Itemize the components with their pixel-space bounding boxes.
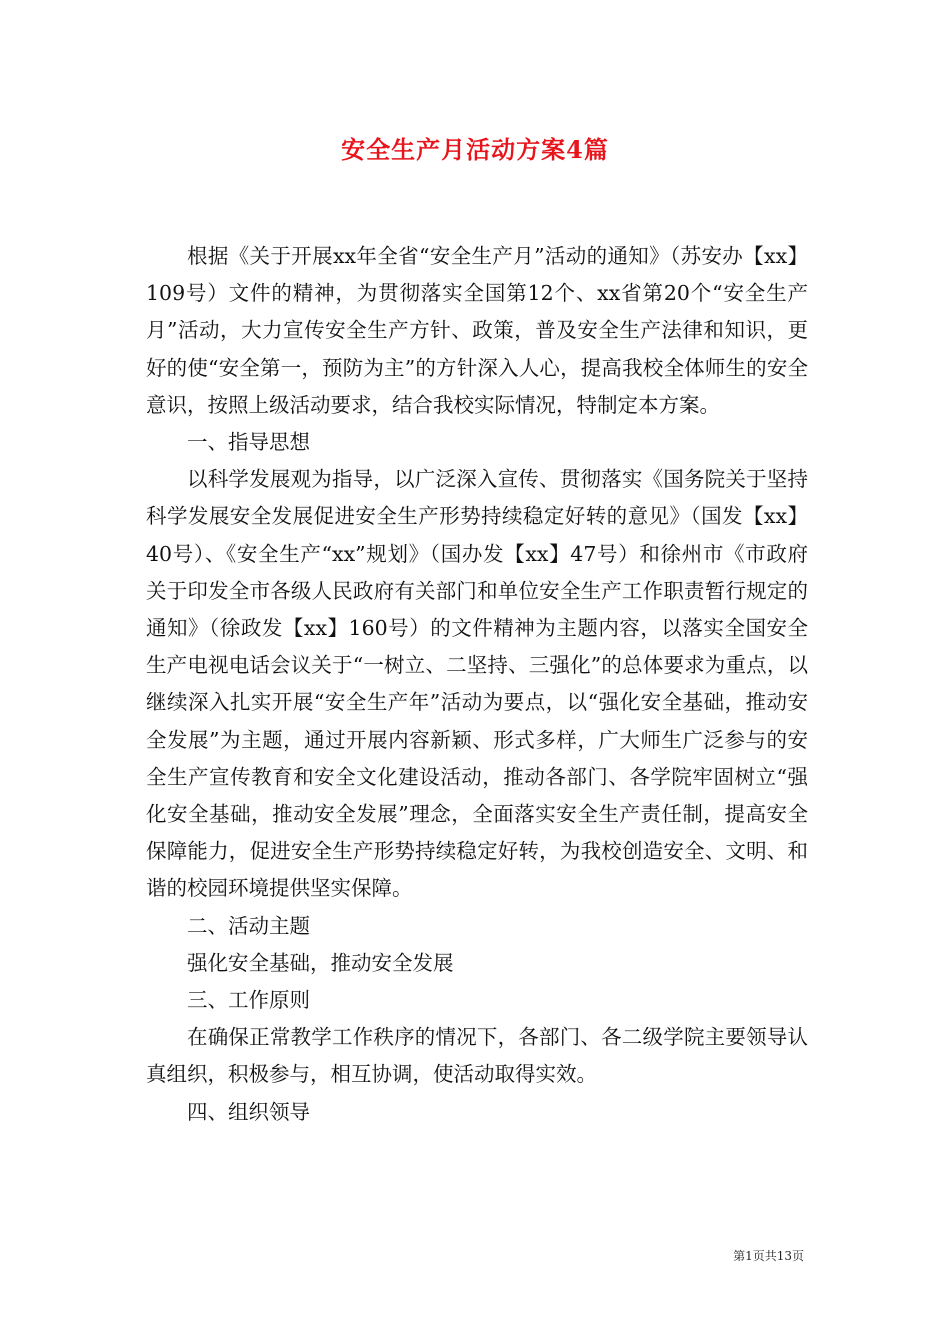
section-heading-organization: 四、组织领导 [187, 1099, 310, 1124]
work-principles-paragraph: 在确保正常教学工作秩序的情况下，各部门、各二级学院主要领导认真组织，积极参与，相互协调，使活动取得实效。 [146, 1025, 808, 1087]
activity-theme-paragraph: 强化安全基础，推动安全发展 [187, 950, 454, 975]
section-heading-work-principles: 三、工作原则 [187, 988, 310, 1013]
document-title: 安全生产月活动方案4篇 [341, 135, 609, 164]
section-heading-guiding-ideology: 一、指导思想 [187, 430, 310, 455]
guiding-ideology-paragraph: 以科学发展观为指导，以广泛深入宣传、贯彻落实《国务院关于坚持科学发展安全发展促进安全生产形势持续稳定好转的意见》（国发【xx】40号）、《安全生产“xx”规划》（国办发【xx】47号）和徐州市《市政府关于印发全市各级人民政府有关部门和单位安全生产工作职责暂行规定的通知》（徐政发【xx】160号）的文件精神为主题内容，以落实全国安全生产电视电话会议关于“一树立、二坚持、三强化”的总体要求为重点，以继续深入扎实开展“安全生产年”活动为要点，以“强化安全基础，推动安全发展”为主题，通过开展内容新颖、形式多样，广大师生广泛参与的安全生产宣传教育和安全文化建设活动，推动各部门、各学院牢固树立“强化安全基础，推动安全发展”理念，全面落实安全生产责任制，提高安全保障能力，促进安全生产形势持续稳定好转，为我校创造安全、文明、和谐的校园环境提供坚实保障。 [146, 467, 808, 901]
section-heading-activity-theme: 二、活动主题 [187, 913, 310, 938]
page-number-footer: 第1页共13页 [733, 1249, 804, 1263]
document-body [146, 238, 808, 1131]
intro-paragraph: 根据《关于开展xx年全省“安全生产月”活动的通知》（苏安办【xx】109号）文件的精神，为贯彻落实全国第12个、xx省第20个“安全生产月”活动，大力宣传安全生产方针、政策，普及安全生产法律和知识，更好的使“安全第一，预防为主”的方针深入人心，提高我校全体师生的安全意识，按照上级活动要求，结合我校实际情况，特制定本方案。 [146, 244, 808, 417]
